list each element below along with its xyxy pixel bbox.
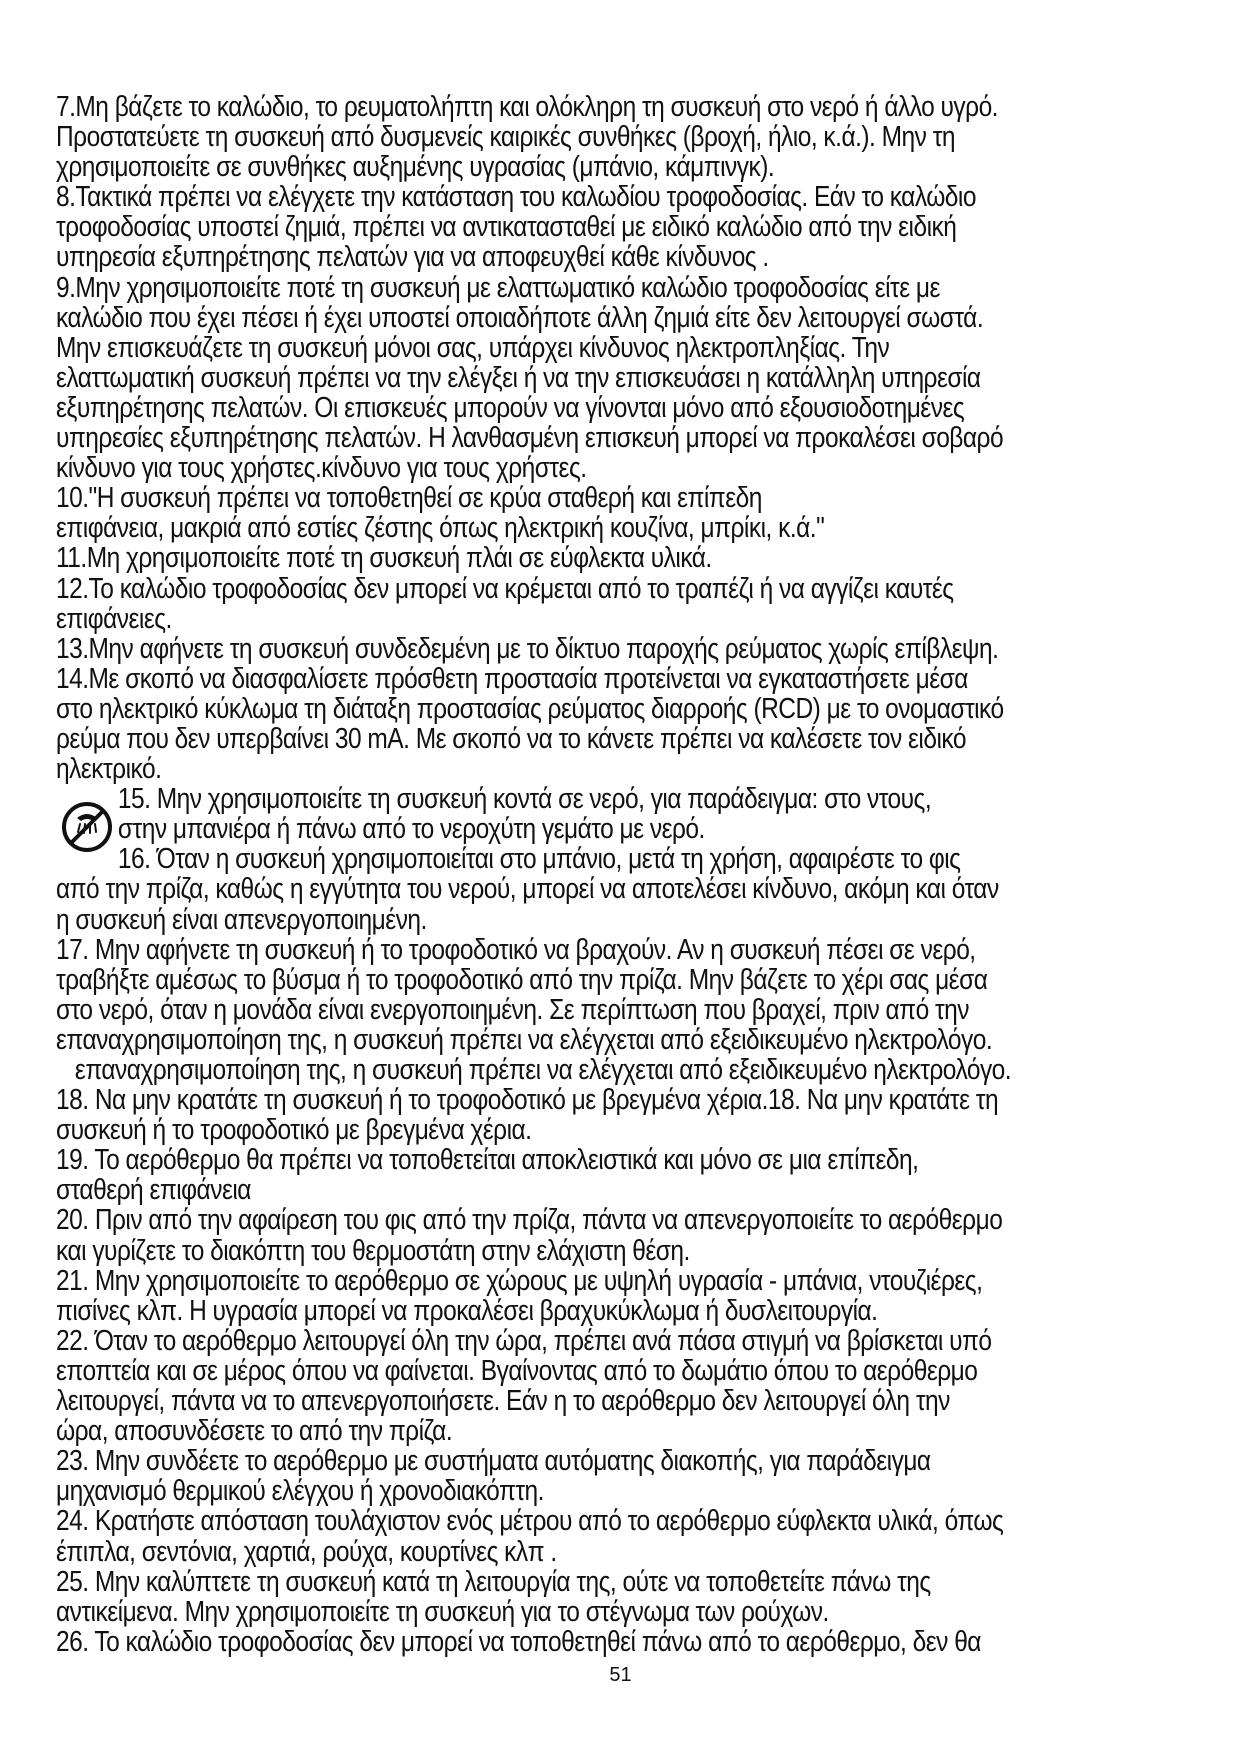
text-line: ελαττωματική συσκευή πρέπει να την ελέγξει ή να την επισκευάσει η κατάλληλη υπηρεσία: [56, 361, 981, 394]
text-line: επαναχρησιμοποίηση της, η συσκευή πρέπει να ελέγχεται από εξειδικευμένο ηλεκτρολόγο.: [56, 1023, 993, 1056]
text-line: μηχανισμό θερμικού ελέγχου ή χρονοδιακόπτη.: [56, 1475, 544, 1508]
text-line: τραβήξτε αμέσως το βύσμα ή το τροφοδοτικό από την πρίζα. Μην βάζετε το χέρι σας μέσα: [56, 963, 988, 996]
text-line: εξυπηρέτησης πελατών. Οι επισκευές μπορούν να γίνονται μόνο από εξουσιοδοτημένες: [56, 391, 965, 424]
text-line: 15. Μην χρησιμοποιείτε τη συσκευή κοντά σε νερό, για παράδειγμα: στο ντους,: [117, 783, 932, 816]
text-line: ρεύμα που δεν υπερβαίνει 30 mA. Με σκοπό να το κάνετε πρέπει να καλέσετε τον ειδικό: [56, 722, 966, 755]
text-line: εποπτεία και σε μέρος όπου να φαίνεται. Βγαίνοντας από το δωμάτιο όπου το αερόθερμο: [56, 1354, 978, 1387]
text-line: αντικείμενα. Μην χρησιμοποιείτε τη συσκευή για το στέγνωμα των ρούχων.: [56, 1595, 829, 1628]
no-shower-icon: [60, 800, 114, 854]
text-line: στο νερό, όταν η μονάδα είναι ενεργοποιημένη. Σε περίπτωση που βραχεί, πριν από την: [56, 993, 970, 1026]
text-line: η συσκευή είναι απενεργοποιημένη.: [56, 903, 427, 936]
text-line: ηλεκτρικό.: [56, 753, 162, 786]
text-line: υπηρεσίες εξυπηρέτησης πελατών. Η λανθασμένη επισκευή μπορεί να προκαλέσει σοβαρό: [56, 422, 1004, 455]
text-line: στην μπανιέρα ή πάνω από το νεροχύτη γεμάτο με νερό.: [117, 813, 705, 846]
text-line: Προστατεύετε τη συσκευή από δυσμενείς καιρικές συνθήκες (βροχή, ήλιο, κ.ά.). Μην τη: [56, 121, 955, 154]
text-line: σταθερή επιφάνεια: [56, 1174, 251, 1207]
text-line: 11.Μη χρησιμοποιείτε ποτέ τη συσκευή πλάι σε εύφλεκτα υλικά.: [56, 542, 712, 575]
text-line: 12.Το καλώδιο τροφοδοσίας δεν μπορεί να κρέμεται από το τραπέζι ή να αγγίζει καυτές: [56, 572, 954, 605]
page-number: 51: [609, 1664, 632, 1686]
text-line: 20. Πριν από την αφαίρεση του φις από την πρίζα, πάντα να απενεργοποιείτε το αερόθερμο: [56, 1204, 1003, 1237]
text-line: 13.Μην αφήνετε τη συσκευή συνδεδεμένη με το δίκτυο παροχής ρεύματος χωρίς επίβλεψη.: [56, 632, 999, 665]
text-line: ώρα, αποσυνδέσετε το από την πρίζα.: [56, 1415, 453, 1448]
text-line: 23. Μην συνδέετε το αερόθερμο με συστήματα αυτόματης διακοπής, για παράδειγμα: [56, 1445, 931, 1478]
text-line: πισίνες κλπ. Η υγρασία μπορεί να προκαλέσει βραχυκύκλωμα ή δυσλειτουργία.: [56, 1294, 878, 1327]
text-line: καλώδιο που έχει πέσει ή έχει υποστεί οποιαδήποτε άλλη ζημιά είτε δεν λειτουργεί σωστά.: [56, 301, 984, 334]
text-line: λειτουργεί, πάντα να το απενεργοποιήσετε. Εάν η το αερόθερμο δεν λειτουργεί όλη την: [56, 1385, 950, 1418]
text-line: 21. Μην χρησιμοποιείτε το αερόθερμο σε χώρους με υψηλή υγρασία - μπάνια, ντουζιέρες,: [56, 1264, 983, 1297]
text-line: επιφάνεια, μακριά από εστίες ζέστης όπως ηλεκτρική κουζίνα, μπρίκι, κ.ά.": [56, 512, 825, 545]
text-line: 26. Το καλώδιο τροφοδοσίας δεν μπορεί να τοποθετηθεί πάνω από το αερόθερμο, δεν θα: [56, 1625, 981, 1658]
text-line: 14.Με σκοπό να διασφαλίσετε πρόσθετη προστασία προτείνεται να εγκαταστήσετε μέσα: [56, 662, 968, 695]
text-line: χρησιμοποιείτε σε συνθήκες αυξημένης υγρασίας (μπάνιο, κάμπινγκ).: [56, 151, 775, 184]
text-line: 7.Μη βάζετε το καλώδιο, το ρευματολήπτη και ολόκληρη τη συσκευή στο νερό ή άλλο υγρό.: [56, 91, 998, 123]
text-line: 22. Όταν το αερόθερμο λειτουργεί όλη την ώρα, πρέπει ανά πάσα στιγμή να βρίσκεται υπό: [56, 1324, 992, 1357]
document-body: [56, 92, 1186, 1687]
text-line: έπιπλα, σεντόνια, χαρτιά, ρούχα, κουρτίνες κλπ .: [56, 1535, 557, 1568]
text-line: τροφοδοσίας υποστεί ζημιά, πρέπει να αντικατασταθεί με ειδικό καλώδιο από την ειδική: [56, 211, 957, 244]
text-line: Μην επισκευάζετε τη συσκευή μόνοι σας, υπάρχει κίνδυνος ηλεκτροπληξίας. Την: [56, 331, 890, 364]
text-line: 17. Μην αφήνετε τη συσκευή ή το τροφοδοτικό να βραχούν. Αν η συσκευή πέσει σε νερό,: [56, 933, 976, 966]
text-line: 18. Να μην κρατάτε τη συσκευή ή το τροφοδοτικό με βρεγμένα χέρια.18. Να μην κρατάτε τη: [56, 1084, 999, 1117]
text-line: 9.Μην χρησιμοποιείτε ποτέ τη συσκευή με ελαττωματικό καλώδιο τροφοδοσίας είτε με: [56, 271, 940, 304]
text-line: επιφάνειες.: [56, 602, 172, 635]
text-line: συσκευή ή το τροφοδοτικό με βρεγμένα χέρια.: [56, 1114, 532, 1147]
text-line: και γυρίζετε το διακόπτη του θερμοστάτη στην ελάχιστη θέση.: [56, 1234, 690, 1267]
text-line: επαναχρησιμοποίηση της, η συσκευή πρέπει να ελέγχεται από εξειδικευμένο ηλεκτρολόγο.: [74, 1054, 1012, 1086]
text-line: στο ηλεκτρικό κύκλωμα τη διάταξη προστασίας ρεύματος διαρροής (RCD) με το ονομαστικό: [56, 692, 1004, 725]
text-line: κίνδυνο για τους χρήστες.κίνδυνο για τους χρήστες.: [56, 452, 587, 485]
text-line: 24. Κρατήστε απόσταση τουλάχιστον ενός μέτρου από το αερόθερμο εύφλεκτα υλικά, όπως: [56, 1505, 1004, 1538]
text-line: 19. Το αερόθερμο θα πρέπει να τοποθετείται αποκλειστικά και μόνο σε μια επίπεδη,: [56, 1144, 919, 1177]
text-line: από την πρίζα, καθώς η εγγύτητα του νερού, μπορεί να αποτελέσει κίνδυνο, ακόμη και όταν: [56, 873, 999, 906]
text-line: 8.Τακτικά πρέπει να ελέγχετε την κατάσταση του καλωδίου τροφοδοσίας. Εάν το καλώδιο: [56, 181, 976, 214]
text-line: υπηρεσία εξυπηρέτησης πελατών για να αποφευχθεί κάθε κίνδυνος .: [56, 241, 769, 274]
text-line: 10."Η συσκευή πρέπει να τοποθετηθεί σε κρύα σταθερή και επίπεδη: [56, 482, 762, 515]
text-line: 25. Μην καλύπτετε τη συσκευή κατά τη λειτουργία της, ούτε να τοποθετείτε πάνω της: [56, 1565, 931, 1598]
text-line: 16. Όταν η συσκευή χρησιμοποιείται στο μπάνιο, μετά τη χρήση, αφαιρέστε το φις: [117, 843, 961, 876]
